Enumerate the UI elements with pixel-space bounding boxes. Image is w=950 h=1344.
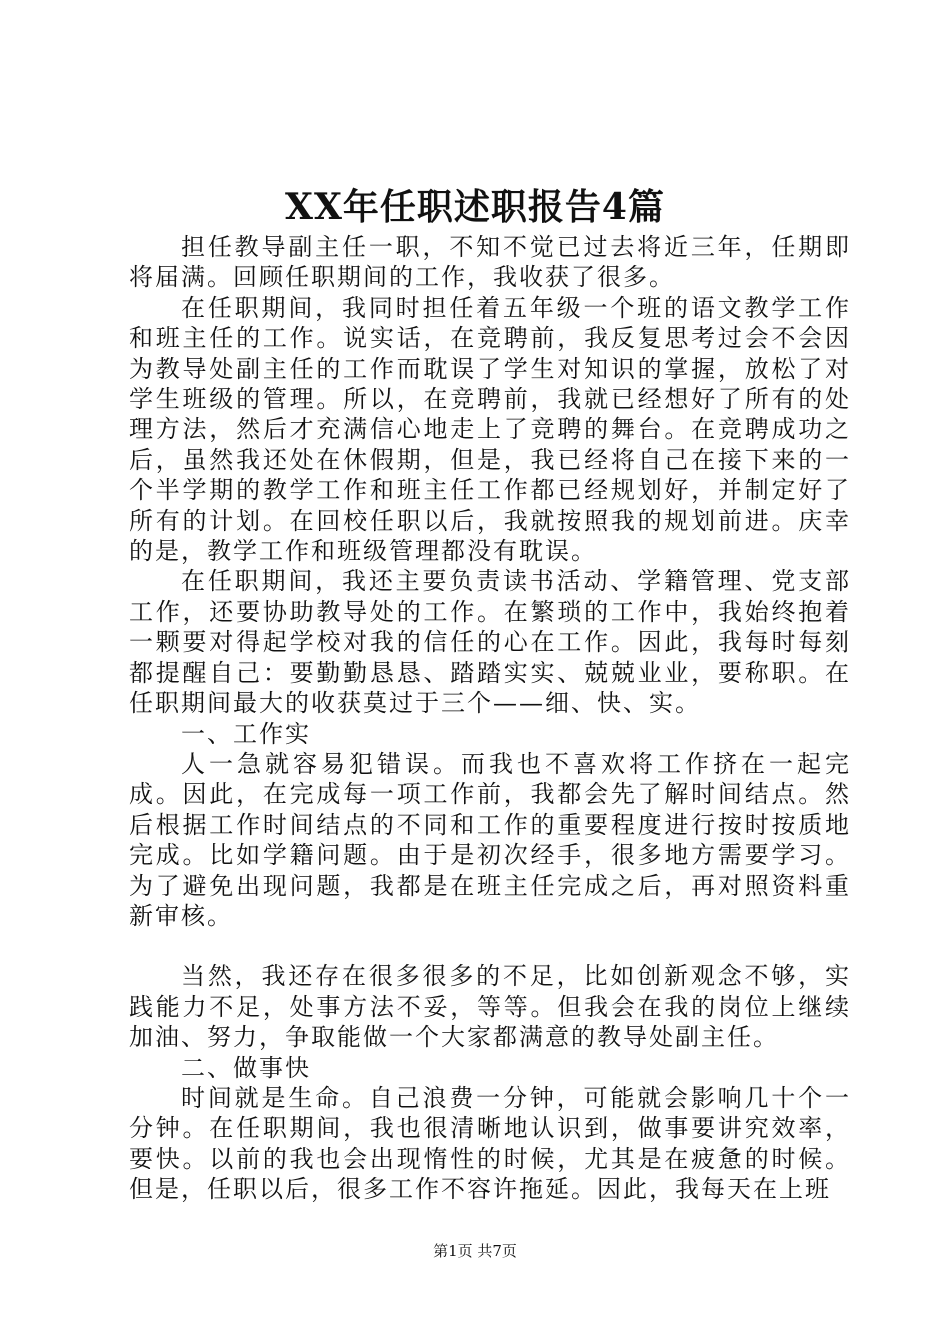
document-body — [129, 232, 851, 1205]
document-title: XX年任职述职报告4篇 — [285, 186, 665, 228]
section-heading-work-fast: 二、做事快 — [181, 1053, 311, 1082]
paragraph-duties: 在任职期间，我同时担任着五年级一个班的语文教学工作和班主任的工作。说实话，在竞聘前，我反复思考过会不会因为教导处副主任的工作而耽误了学生对知识的掌握，放松了对学生班级的管理。所以，在竞聘前，我就已经想好了所有的处理方法，然后才充满信心地走上了竞聘的舞台。在竞聘成功之后，虽然我还处在休假期，但是，我已经将自己在接下来的一个半学期的教学工作和班主任工作都已经规划好，并制定好了所有的计划。在回校任职以后，我就按照我的规划前进。庆幸的是，教学工作和班级管理都没有耽误。 — [129, 293, 851, 566]
paragraph-responsibilities: 在任职期间，我还主要负责读书活动、学籍管理、党支部工作，还要协助教导处的工作。在繁琐的工作中，我始终抱着一颗要对得起学校对我的信任的心在工作。因此，我每时每刻都提醒自己：要勤勤恳恳、踏踏实实、兢兢业业，要称职。在任职期间最大的收获莫过于三个——细、快、实。 — [129, 567, 851, 718]
paragraph-shortcomings: 当然，我还存在很多很多的不足，比如创新观念不够，实践能力不足，处事方法不妥，等等。但我会在我的岗位上继续加油、努力，争取能做一个大家都满意的教导处副主任。 — [129, 962, 851, 1052]
section-heading-work-solid: 一、工作实 — [181, 719, 311, 748]
paragraph-work-solid: 人一急就容易犯错误。而我也不喜欢将工作挤在一起完成。因此，在完成每一项工作前，我都会先了解时间结点。然后根据工作时间结点的不同和工作的重要程度进行按时按质地完成。比如学籍问题。由于是初次经手，很多地方需要学习。为了避免出现问题，我都是在班主任完成之后，再对照资料重新审核。 — [129, 749, 851, 930]
paragraph-gap — [129, 931, 851, 961]
paragraph-work-fast: 时间就是生命。自己浪费一分钟，可能就会影响几十个一分钟。在任职期间，我也很清晰地认识到，做事要讲究效率，要快。以前的我也会出现惰性的时候，尤其是在疲惫的时候。但是，任职以后，很多工作不容许拖延。因此，我每天在上班 — [129, 1083, 851, 1204]
paragraph-intro: 担任教导副主任一职，不知不觉已过去将近三年，任期即将届满。回顾任职期间的工作，我收获了很多。 — [129, 233, 851, 292]
page-footer: 第1页 共7页 — [433, 1242, 517, 1260]
